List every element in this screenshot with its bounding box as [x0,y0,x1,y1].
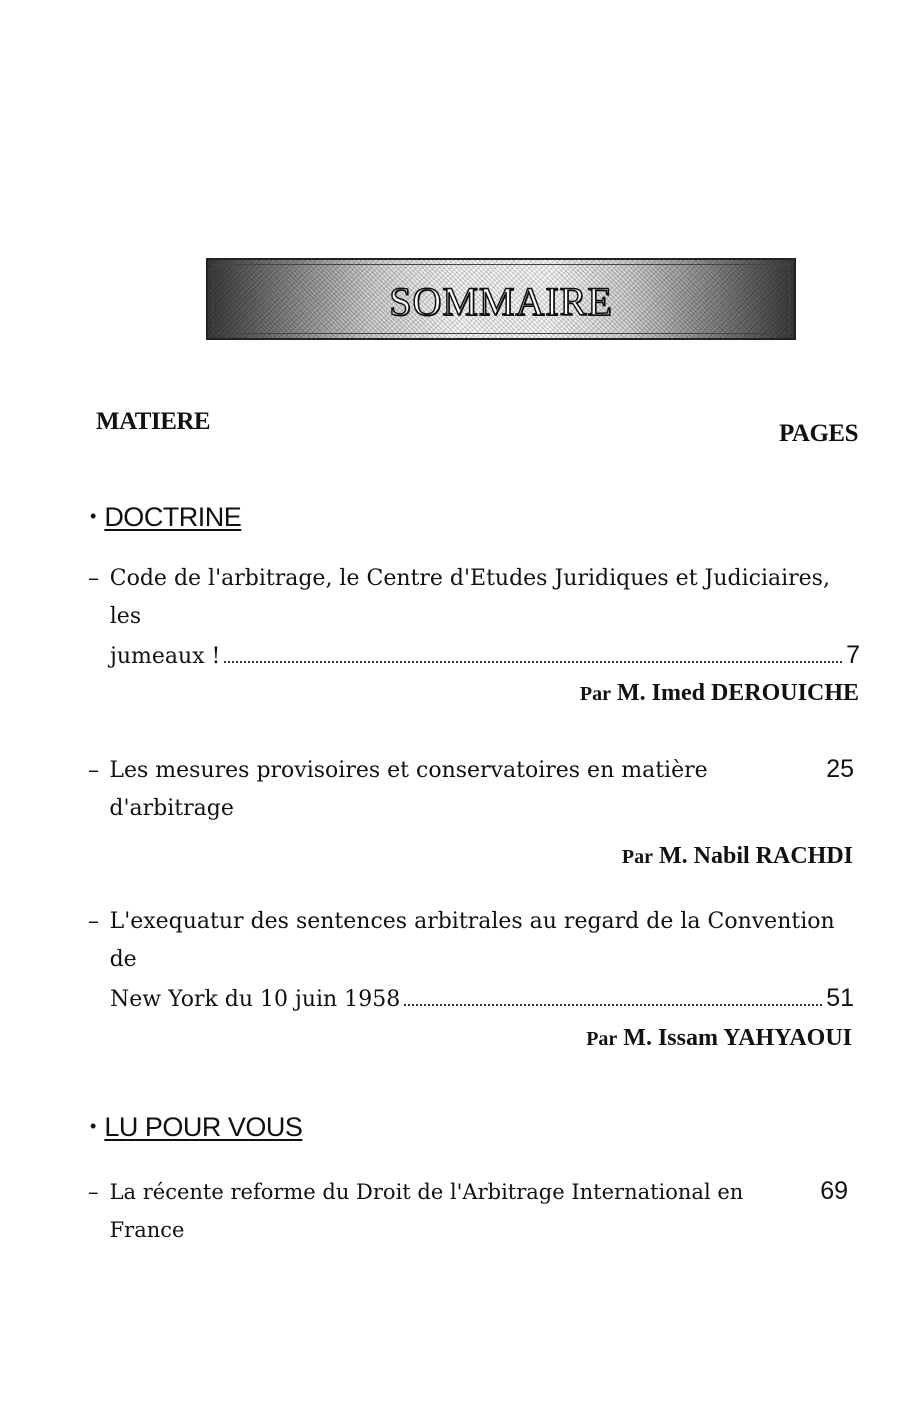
entry-author: Par M. Issam YAHYAOUI [586,1025,852,1051]
entry-author: Par M. Nabil RACHDI [621,843,853,869]
bullet-icon: • [90,1116,97,1136]
entry-title-line1: La récente reforme du Droit de l'Arbitrage International en France [109,1180,744,1242]
section-heading-lu-pour-vous: • LU POUR VOUS [90,1112,303,1142]
title-banner [206,258,796,340]
matiere-header: MATIERE [96,408,211,435]
page-number: 51 [826,984,854,1012]
dot-leader [404,1004,822,1006]
dot-leader [224,661,842,663]
entry-title-line2: jumeaux ! [110,644,221,669]
entry-title-line1: Code de l'arbitrage, le Centre d'Etudes Juridiques et Judiciaires, les [109,566,830,629]
pages-header: PAGES [779,420,858,447]
entry-title-line1: L'exequatur des sentences arbitrales au regard de la Convention de [109,909,835,972]
bullet-icon: • [90,506,97,526]
toc-entry: – L'exequatur des sentences arbitrales au regard de la Convention de New York du 10 juin 1958 51 [88,903,854,1019]
toc-entry: – Code de l'arbitrage, le Centre d'Etudes Juridiques et Judiciaires, les jumeaux ! 7 [88,560,860,676]
banner-title: SOMMAIRE [389,279,613,324]
entry-title-line2: New York du 10 juin 1958 [110,987,401,1012]
entry-author: Par M. Imed DEROUICHE [579,680,859,706]
page-number: 7 [846,641,860,669]
page-number: 69 [820,1177,848,1205]
entry-title-line1: Les mesures provisoires et conservatoires en matière d'arbitrage [109,758,708,821]
section-heading-doctrine: • DOCTRINE [90,502,242,532]
toc-entry: – Les mesures provisoires et conservatoires en matière d'arbitrage 25 [88,750,854,828]
page-number: 25 [826,755,854,783]
toc-entry: – La récente reforme du Droit de l'Arbitrage International en France 69 [88,1172,848,1249]
